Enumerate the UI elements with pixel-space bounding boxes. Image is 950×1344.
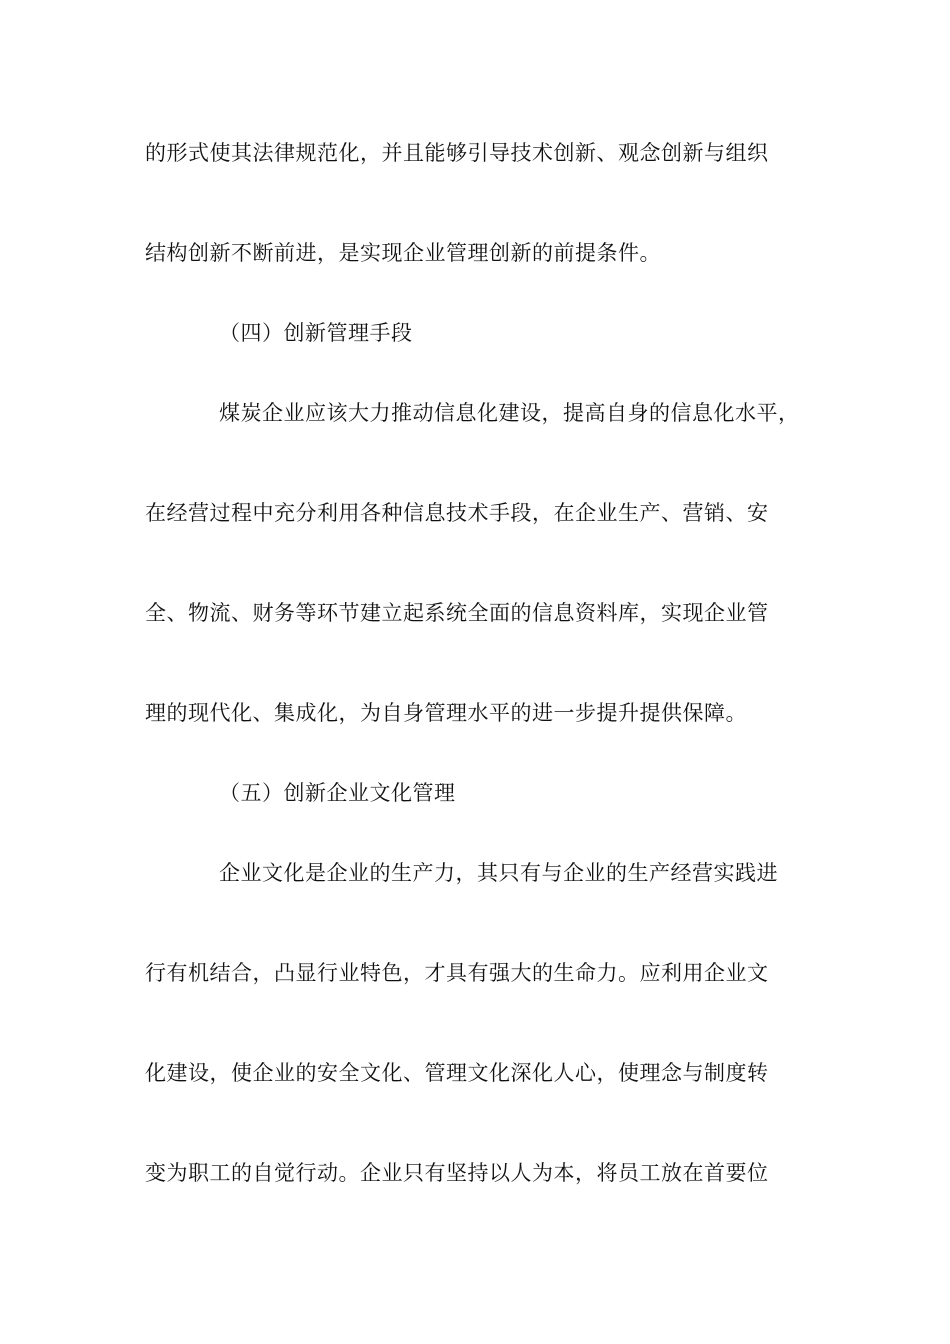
paragraph-first-line: 煤炭企业应该大力推动信息化建设，提高自身的信息化水平， — [219, 401, 800, 425]
section-heading: （五）创新企业文化管理 — [219, 781, 456, 805]
paragraph-first-line: 企业文化是企业的生产力，其只有与企业的生产经营实践进 — [219, 861, 778, 885]
body-text-line: 全、物流、财务等环节建立起系统全面的信息资料库，实现企业管 — [145, 601, 769, 625]
body-text-line: 行有机结合，凸显行业特色，才具有强大的生命力。应利用企业文 — [145, 961, 769, 985]
body-text-line: 化建设，使企业的安全文化、管理文化深化人心，使理念与制度转 — [145, 1061, 769, 1085]
section-heading: （四）创新管理手段 — [219, 321, 413, 345]
body-text-line: 结构创新不断前进，是实现企业管理创新的前提条件。 — [145, 241, 661, 265]
body-text-line: 在经营过程中充分利用各种信息技术手段，在企业生产、营销、安 — [145, 501, 769, 525]
body-text-line: 变为职工的自觉行动。企业只有坚持以人为本，将员工放在首要位 — [145, 1161, 769, 1185]
body-text-line: 理的现代化、集成化，为自身管理水平的进一步提升提供保障。 — [145, 701, 747, 725]
body-text-line: 的形式使其法律规范化，并且能够引导技术创新、观念创新与组织 — [145, 141, 769, 165]
